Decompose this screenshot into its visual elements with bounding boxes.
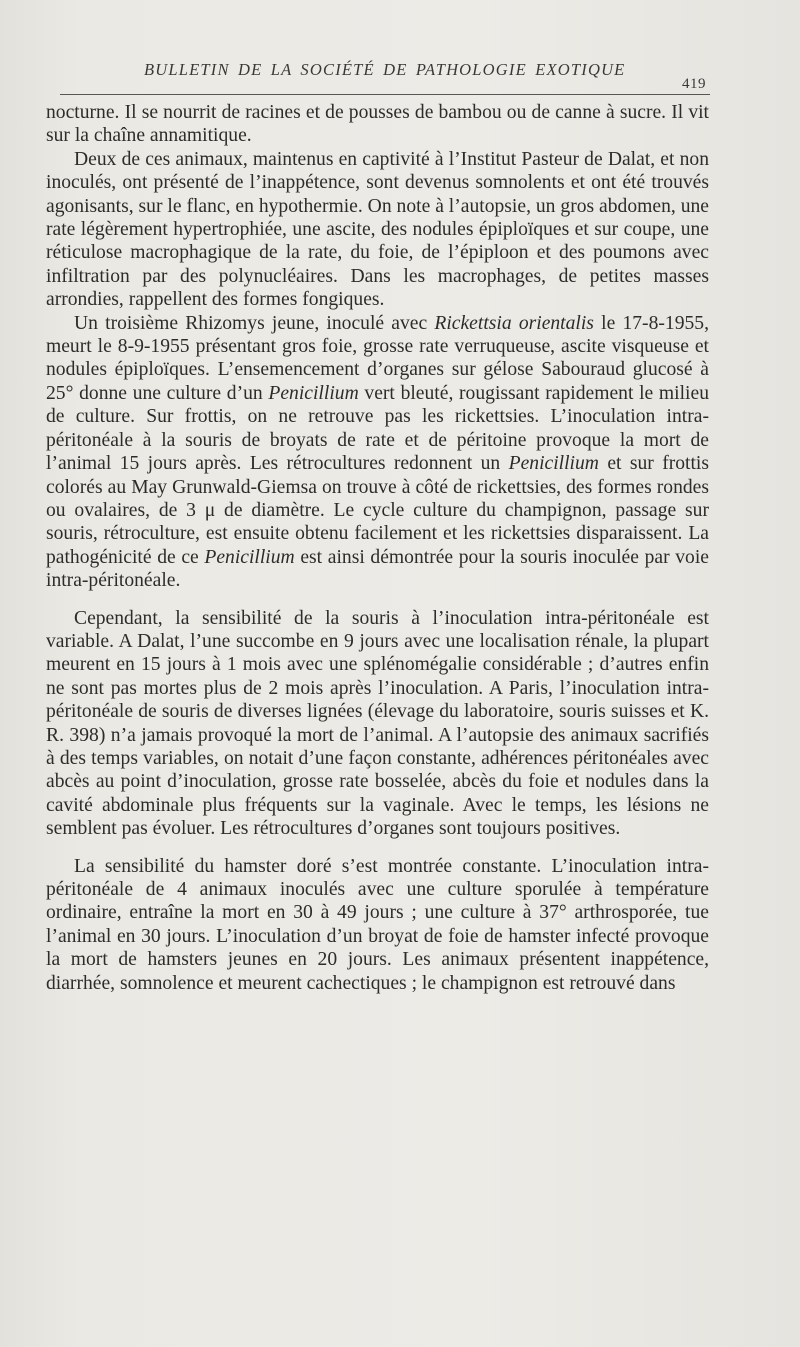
text-segment: est ainsi démontrée pour la souris inoculée par voie intra-péritonéale.: [46, 546, 709, 592]
text-segment: le 17-8-1955, meurt le 8-9-1955 présentant gros foie, grosse rate verruqueuse, ascite visqueuse et nodules épiploïques. L’ensemencement d’organes sur gélose Sabouraud glucosé à 25° donne une culture d’un: [46, 312, 709, 404]
paragraph-captive-animals: [46, 148, 709, 312]
genus-name-italic: Penicillium: [508, 453, 599, 475]
species-name-italic: Rickettsia orientalis: [434, 312, 594, 334]
text-segment: Un troisième Rhizomys jeune, inoculé avec: [74, 312, 435, 334]
running-title: BULLETIN DE LA SOCIÉTÉ DE PATHOLOGIE EXOTIQUE: [144, 60, 626, 79]
text-segment: Cependant, la sensibilité de la souris à l’inoculation intra-péritonéale est variable. A Dalat, l’une succombe en 9 jours avec une localisation rénale, la plupart meurent en 15 jours à 1 mois avec une splénomégalie considérable ; d’autres enfin ne sont pas mortes plus de 2 mois après l’inoculation. A Paris, l’inoculation intra-péritonéale de souris de diverses lignées (élevage du laboratoire, souris suisses et K. R. 398) n’a jamais provoqué la mort de l’animal. A l’autopsie des animaux sacrifiés à des temps variables, on notait d’une façon constante, adhérences péritonéales avec abcès au point d’inoculation, grosse rate bosselée, abcès du foie et nodules dans la cavité abdominale plus fréquents sur la vaginale. Avec le temps, les lésions ne semblent pas évoluer. Les rétrocultures d’organes sont toujours positives.: [46, 607, 709, 840]
genus-name-italic: Penicillium: [268, 382, 359, 404]
genus-name-italic: Penicillium: [204, 546, 295, 568]
text-segment: et sur frottis colorés au May Grunwald-Giemsa on trouve à côté de rickettsies, des formes rondes ou ovalaires, de 3 μ de diamètre. Le cycle culture du champignon, passage sur souris, rétroculture, est ensuite obtenu facilement et les rickettsies disparaissent. La pathogénicité de ce: [46, 453, 709, 568]
paragraph-mouse-sensitivity: [46, 607, 709, 841]
text-segment: Deux de ces animaux, maintenus en captivité à l’Institut Pasteur de Dalat, et non inoculés, ont présenté de l’inappétence, sont devenus somnolents et ont été trouvés agonisants, sur le flanc, en hypothermie. On note à l’autopsie, un gros abdomen, une rate légèrement hypertrophiée, une ascite, des nodules épiploïques et sur coupe, une réticulose macrophagique de la rate, du foie, de l’épiploon et des poumons avec infiltration par des polynucléaires. Dans les macrophages, de petites masses arrondies, rappellent des formes fongiques.: [46, 148, 709, 311]
page-number: 419: [682, 76, 706, 92]
text-segment: nocturne. Il se nourrit de racines et de pousses de bambou ou de canne à sucre. Il vit sur la chaîne annamitique.: [46, 102, 709, 147]
article-body: [46, 101, 709, 995]
paragraph-hamster-sensitivity: [46, 855, 709, 995]
page-header: [60, 60, 710, 95]
paragraph-habitat: [46, 101, 709, 148]
paragraph-third-rhizomys: [46, 312, 709, 593]
text-segment: La sensibilité du hamster doré s’est montrée constante. L’inoculation intra-péritonéale de 4 animaux inoculés avec une culture sporulée à température ordinaire, entraîne la mort en 30 à 49 jours ; une culture à 37° arthrosporée, tue l’animal en 30 jours. L’inoculation d’un broyat de foie de hamster infecté provoque la mort de hamsters jeunes en 20 jours. Les animaux présentent inappétence, diarrhée, somnolence et meurent cachectiques ; le champignon est retrouvé dans: [46, 855, 709, 994]
text-segment: vert bleuté, rougissant rapidement le milieu de culture. Sur frottis, on ne retrouve pas les rickettsies. L’inoculation intra-péritonéale à la souris de broyats de rate et de péritoine provoque la mort de l’animal 15 jours après. Les rétrocultures redonnent un: [46, 382, 709, 475]
